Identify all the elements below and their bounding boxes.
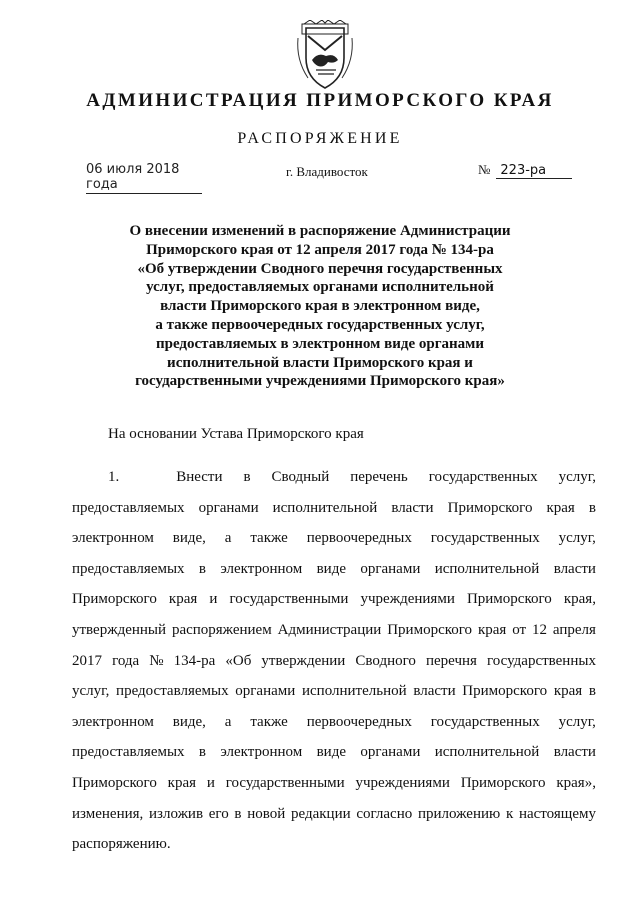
document-title [100,222,540,391]
body-word: государственных [486,652,596,669]
body-word: Внести [176,469,223,485]
body-word: государственных [430,713,540,730]
title-line: предоставляемых в электронном виде органами [155,335,485,352]
body-word: власти [391,499,434,516]
body-word: государственных [430,530,540,547]
body-line [72,462,596,493]
body-word: изменения, [72,805,144,822]
body-word: предоставляемых [72,499,185,516]
body-word: края [546,499,575,516]
body-word: края [167,774,197,791]
body-line [72,829,596,860]
coat-of-arms-icon [294,20,356,92]
body-line [72,676,596,707]
title-line: Приморского края от 12 апреля 2017 года № 134-ра [146,241,494,258]
body-word: редакции [291,805,351,822]
body-word: перечня [425,652,477,669]
body-line [72,554,596,585]
document-type: РАСПОРЯЖЕНИЕ [237,130,403,147]
body-line [72,584,596,615]
body-line [72,737,596,768]
body-word: виде [316,744,346,761]
body-word: государственными [229,591,349,608]
body-word: настоящему [518,805,596,822]
body-paragraph [72,462,596,860]
body-word: электронном [72,713,154,730]
body-word: приложению [417,805,501,822]
body-word: к [505,805,514,822]
body-word: предоставляемых [72,560,185,577]
body-word: органами [360,744,421,761]
body-word: утверждении [261,652,346,669]
body-word: также [250,530,288,547]
body-word: учреждениями [355,774,450,791]
body-word: края, [563,591,596,608]
body-word: предоставляемых [72,744,185,761]
title-line: исполнительной власти Приморского края и [167,354,473,371]
body-word: органами [235,683,296,700]
body-word: услуг, [558,469,596,485]
body-word: изложив [149,805,204,822]
body-word: Приморского [447,499,533,516]
body-word: а [224,713,232,730]
body-word: также [250,713,288,730]
body-line [72,707,596,738]
body-word: в [234,805,242,822]
body-word: а [224,530,232,547]
body-word: услуг, [558,530,596,547]
body-line [72,493,596,524]
body-word: электронном [72,530,154,547]
body-word: Приморского [387,621,473,638]
body-word: первоочередных [306,713,412,730]
body-word: в [243,469,251,485]
body-word: исполнительной [272,499,378,516]
body-word: виде, [172,713,206,730]
title-line: услуг, предоставляемых органами исполнительной [146,279,494,296]
body-word: в [198,744,206,761]
body-word: 1. [108,469,120,485]
body-word: края [553,683,583,700]
body-word: новой [247,805,286,822]
body-word: согласно [356,805,413,822]
body-word: Приморского [462,683,548,700]
body-word: власти [553,560,596,577]
body-word: края [168,591,198,608]
body-word: края», [556,774,596,791]
body-word: электронном [220,560,303,577]
document-city: г. Владивосток [286,164,368,179]
body-word: электронном [220,744,303,761]
number-value: 223-ра [496,163,572,179]
body-word: исполнительной [434,744,540,761]
body-word: Приморского [466,591,552,608]
body-line [72,768,596,799]
body-word: края [477,621,507,638]
body-word: исполнительной [434,560,540,577]
body-word: государственных [428,469,538,485]
body-word: виде [316,560,346,577]
body-word: власти [553,744,596,761]
body-line [72,523,596,554]
body-word: услуг, [558,713,596,730]
body-word: учреждениями [360,591,455,608]
body-word: исполнительной [301,683,407,700]
title-line: О внесении изменений в распоряжение Администрации [129,223,511,239]
body-line [72,799,596,830]
organization-name: АДМИНИСТРАЦИЯ ПРИМОРСКОГО КРАЯ [86,90,554,111]
body-line [72,646,596,677]
body-word: государственными [225,774,345,791]
title-line: «Об утверждении Сводного перечня государственных [137,260,503,277]
body-word: Приморского [72,591,157,608]
body-word: Сводный [271,469,330,485]
body-word: виде, [172,530,206,547]
body-word: 12 [531,621,547,638]
body-word: Сводного [355,652,416,669]
legal-basis: На основании Устава Приморского края [108,426,364,442]
body-word: 2017 [72,652,102,669]
body-word: в [588,683,596,700]
body-word: года [112,652,140,669]
body-word: апреля [552,621,596,638]
title-line: а также первоочередных государственных услуг, [155,316,485,333]
body-word: предоставляемых [116,683,229,700]
title-line: государственными учреждениями Приморского края» [135,373,505,390]
body-word: перечень [350,469,408,485]
body-line [72,615,596,646]
body-word: органами [360,560,421,577]
body-word: его [208,805,229,822]
body-word: в [198,560,206,577]
body-word: распоряжением [171,621,272,638]
document-date: 06 июля 2018 года [86,162,202,194]
number-sign: № [478,162,491,177]
body-word: Администрации [277,621,382,638]
body-word: услуг, [72,683,110,700]
body-word: в [588,499,596,516]
body-word: Приморского [72,774,157,791]
body-word: власти [413,683,456,700]
body-word: и [209,591,218,608]
body-word: 134-ра [173,652,216,669]
body-word: и [206,774,215,791]
body-word: Приморского [460,774,546,791]
body-word: «Об [225,652,252,669]
body-word: от [512,621,527,638]
body-word: утвержденный [72,621,167,638]
title-line: власти Приморского края в электронном виде, [160,298,480,315]
body-word: органами [198,499,259,516]
body-word: распоряжению. [72,836,171,853]
body-word: № [149,652,164,669]
body-word: первоочередных [306,530,412,547]
document-number [478,162,572,179]
